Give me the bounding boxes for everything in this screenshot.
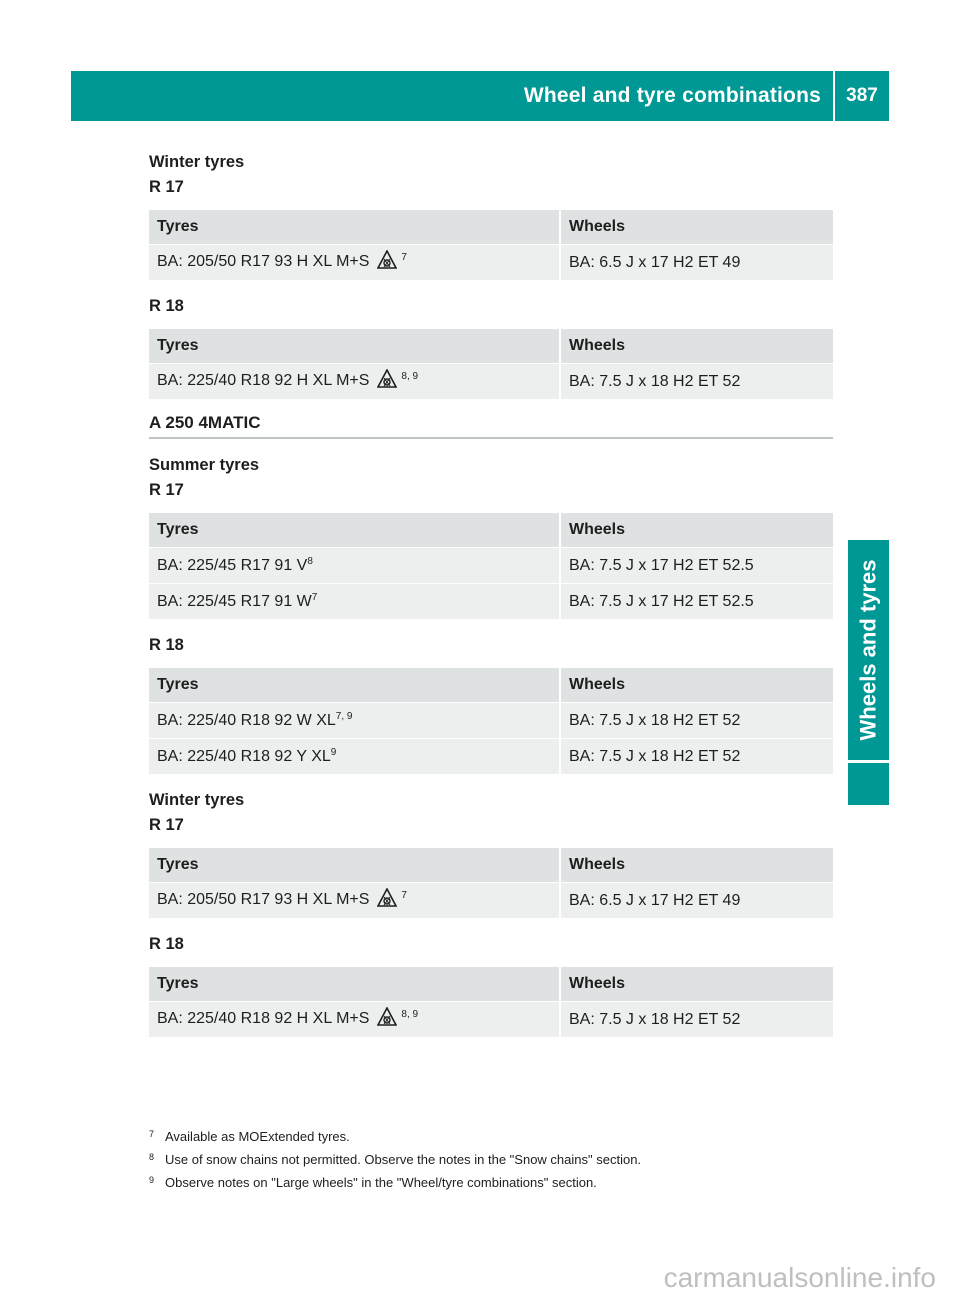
- tyre-cell: [149, 364, 560, 400]
- size-heading: R 18: [149, 636, 184, 654]
- tyre-cell: [149, 1002, 560, 1038]
- column-header-tyres: Tyres: [149, 668, 560, 703]
- page-content: [149, 150, 833, 1037]
- table-row: [149, 584, 833, 620]
- size-heading: R 18: [149, 297, 184, 315]
- tyre-cell: [149, 548, 560, 584]
- tyre-cell: [149, 883, 560, 919]
- table-header-row: [149, 329, 833, 364]
- column-header-tyres: Tyres: [149, 848, 560, 883]
- snow-chain-icon: [377, 369, 397, 394]
- column-header-wheels: Wheels: [560, 513, 833, 548]
- page-header: [71, 71, 889, 121]
- column-header-tyres: Tyres: [149, 210, 560, 245]
- footnote-number: 8: [149, 1152, 155, 1162]
- column-header-wheels: Wheels: [560, 967, 833, 1002]
- footnote-ref: 7, 9: [335, 710, 353, 722]
- wheel-cell: BA: 6.5 J x 17 H2 ET 49: [560, 245, 833, 281]
- tyre-cell: [149, 245, 560, 281]
- footnote-ref: 8, 9: [401, 1009, 419, 1020]
- column-header-wheels: Wheels: [560, 210, 833, 245]
- column-header-tyres: Tyres: [149, 513, 560, 548]
- table-row: [149, 739, 833, 775]
- section-heading: Summer tyres: [149, 456, 260, 474]
- footnote-text: Available as MOExtended tyres.: [165, 1129, 350, 1144]
- footnote-text: Observe notes on "Large wheels" in the "Wheel/tyre combinations" section.: [165, 1175, 597, 1190]
- column-header-wheels: Wheels: [560, 848, 833, 883]
- footnote-text: Use of snow chains not permitted. Observe the notes in the "Snow chains" section.: [165, 1152, 642, 1167]
- footnote-ref: 8: [307, 555, 313, 567]
- wheel-cell: BA: 6.5 J x 17 H2 ET 49: [560, 883, 833, 919]
- tyre-table: [149, 513, 833, 619]
- tyre-spec: BA: 205/50 R17 93 H XL M+S: [157, 891, 370, 908]
- size-heading: R 18: [149, 935, 184, 953]
- footnote-number: 9: [149, 1175, 155, 1185]
- tyre-spec: BA: 205/50 R17 93 H XL M+S: [157, 253, 370, 270]
- wheel-cell: BA: 7.5 J x 18 H2 ET 52: [560, 364, 833, 400]
- model-heading: A 250 4MATIC: [149, 411, 833, 439]
- tyre-spec: BA: 225/40 R18 92 H XL M+S: [157, 1010, 370, 1027]
- tyre-table: [149, 329, 833, 399]
- size-heading: R 17: [149, 816, 184, 834]
- section-heading: Winter tyres: [149, 791, 245, 809]
- column-header-wheels: Wheels: [560, 668, 833, 703]
- section-side-tab: [848, 540, 889, 760]
- wheel-cell: BA: 7.5 J x 17 H2 ET 52.5: [560, 548, 833, 584]
- side-tab-marker: [848, 763, 889, 805]
- tyre-table: [149, 967, 833, 1037]
- size-heading: R 17: [149, 481, 184, 499]
- tyre-table: [149, 210, 833, 280]
- table-header-row: [149, 668, 833, 703]
- footnote: [149, 1147, 833, 1170]
- tyre-cell: [149, 703, 560, 739]
- size-heading: R 17: [149, 178, 184, 196]
- footnote: [149, 1124, 833, 1147]
- table-header-row: [149, 967, 833, 1002]
- table-row: [149, 364, 833, 400]
- footnote-number: 7: [149, 1129, 155, 1139]
- wheel-cell: BA: 7.5 J x 18 H2 ET 52: [560, 703, 833, 739]
- table-header-row: [149, 210, 833, 245]
- column-header-wheels: Wheels: [560, 329, 833, 364]
- tyre-table: [149, 848, 833, 918]
- watermark: carmanualsonline.info: [663, 1262, 936, 1293]
- table-header-row: [149, 848, 833, 883]
- tyre-cell: [149, 584, 560, 620]
- table-header-row: [149, 513, 833, 548]
- column-header-tyres: Tyres: [149, 329, 560, 364]
- snow-chain-icon: [377, 888, 397, 913]
- footnote-ref: 8, 9: [401, 371, 419, 382]
- table-row: [149, 548, 833, 584]
- tyre-cell: [149, 739, 560, 775]
- snow-chain-icon: [377, 250, 397, 275]
- table-row: [149, 1002, 833, 1038]
- wheel-cell: BA: 7.5 J x 17 H2 ET 52.5: [560, 584, 833, 620]
- page-number: 387: [846, 85, 878, 106]
- wheel-cell: BA: 7.5 J x 18 H2 ET 52: [560, 1002, 833, 1038]
- footnotes: [149, 1124, 833, 1193]
- table-row: [149, 703, 833, 739]
- tyre-table: [149, 668, 833, 774]
- tyre-spec: BA: 225/40 R18 92 W XL: [157, 711, 336, 729]
- snow-chain-icon: [377, 1007, 397, 1032]
- column-header-tyres: Tyres: [149, 967, 560, 1002]
- footnote: [149, 1170, 833, 1193]
- tyre-spec: BA: 225/45 R17 91 W: [157, 592, 312, 610]
- footnote-ref: 9: [330, 746, 337, 758]
- tyre-spec: BA: 225/40 R18 92 H XL M+S: [157, 372, 370, 389]
- side-tab-label: Wheels and tyres: [855, 559, 881, 741]
- header-title: Wheel and tyre combinations: [523, 84, 821, 107]
- section-heading: Winter tyres: [149, 153, 245, 171]
- tyre-spec: BA: 225/45 R17 91 V: [157, 556, 308, 574]
- footnote-ref: 7: [401, 252, 407, 263]
- tyre-spec: BA: 225/40 R18 92 Y XL: [157, 747, 331, 765]
- footnote-ref: 7: [311, 591, 318, 603]
- table-row: [149, 245, 833, 281]
- wheel-cell: BA: 7.5 J x 18 H2 ET 52: [560, 739, 833, 775]
- footnote-ref: 7: [401, 890, 407, 901]
- table-row: [149, 883, 833, 919]
